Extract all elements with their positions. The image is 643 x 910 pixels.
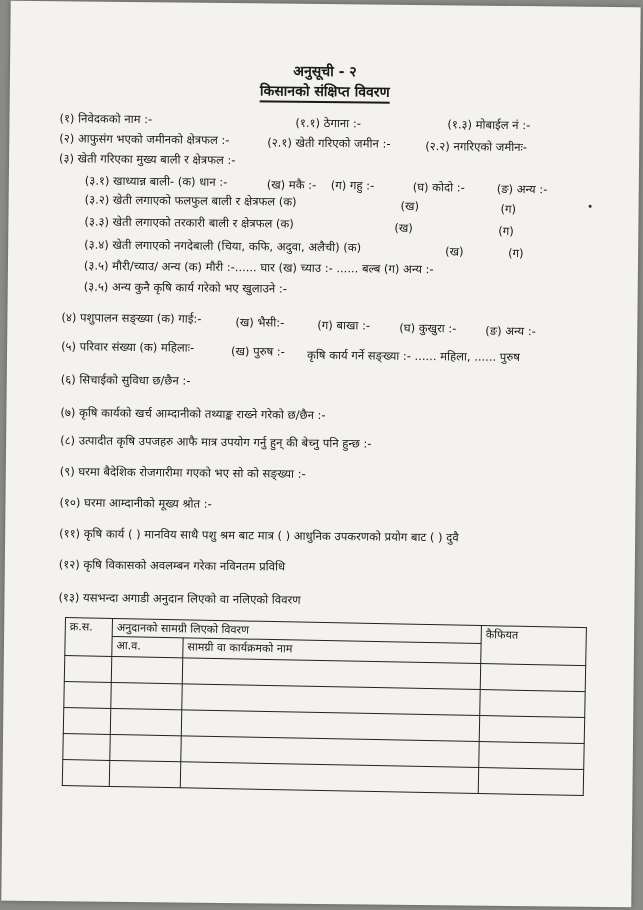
- expense-record-field: (७) कृषि कार्यको खर्च आम्दानीको तथ्याङ्क राख्ने गरेको छ/छैन :-: [60, 405, 326, 423]
- cell: [111, 682, 182, 709]
- cell: [479, 742, 584, 770]
- cash-crop-c: (ग): [508, 245, 524, 261]
- livestock-cow-field: (४) पशुपालन सङ्ख्या (क) गाई:-: [61, 310, 202, 326]
- livestock-other-field: (ङ) अन्य :-: [485, 323, 536, 339]
- form-title-text: किसानको संक्षिप्त विवरण: [260, 83, 390, 103]
- uncultivated-land-field: (२.२) नगरिएको जमीनः-: [425, 139, 528, 155]
- fruit-crop-c: (ग): [500, 201, 517, 217]
- vegetable-crop-c: (ग): [498, 223, 514, 239]
- annex-title: अनुसूची - २: [293, 63, 357, 81]
- agri-workers-field: कृषि कार्य गर्ने सङ्ख्या :- ...... महिला, ...... पुरुष: [306, 347, 520, 365]
- mobile-field: (१.३) मोबाईल नं :-: [447, 117, 531, 133]
- cell: [63, 734, 110, 761]
- cultivated-land-field: (२.१) खेती गरिएको जमीन :-: [267, 135, 391, 151]
- main-crops-heading: (३) खेती गरिएका मुख्य बाली र क्षेत्रफल :-: [59, 151, 236, 168]
- cash-crops-field: (३.४) खेती लगाएको नगदेबाली (चिया, कफि, अदुवा, अलैची) (क): [84, 237, 362, 255]
- stray-mark: [589, 205, 592, 208]
- col-remarks-header: कैफियत: [481, 626, 587, 666]
- cell: [480, 664, 585, 692]
- col-group-header: अनुदानको सामग्री लिएको विवरण: [112, 618, 481, 643]
- sub-item-header: सामग्री वा कार्यक्रमको नाम: [183, 638, 481, 664]
- cell: [479, 716, 584, 744]
- fruit-crop-b: (ख): [400, 198, 420, 214]
- sub-fy-header: आ.व.: [112, 636, 183, 657]
- irrigation-field: (६) सिचाईको सुविधा छ/छैन :-: [60, 372, 191, 388]
- farming-method-field: (११) कृषि कार्य ( ) मानविय साथै पशु श्रम बाट मात्र ( ) आधुनिक उपकरणको प्रयोग बाट ( ) दुवै: [59, 526, 459, 545]
- vegetable-crops-field: (३.३) खेती लगाएको तरकारी बाली र क्षेत्रफल (क): [84, 214, 294, 231]
- family-men-field: (ख) पुरुष :-: [230, 344, 285, 359]
- livestock-goat-field: (ग) बाखा :-: [317, 317, 371, 333]
- cereal-crops-field: (३.१) खाध्यान्न बाली- (क) धान :-: [84, 173, 228, 190]
- cell: [63, 708, 110, 735]
- total-land-field: (२) आफुसंग भएको जमीनको क्षेत्रफल :-: [59, 131, 230, 148]
- cell: [109, 760, 180, 787]
- applicant-name-field: (१) निवेदकको नाम :-: [59, 111, 153, 127]
- other-cereal-field: (ङ) अन्य :-: [496, 181, 548, 197]
- income-source-field: (१०) घरमा आम्दानीको मूख्य श्रोत :-: [59, 495, 212, 511]
- livestock-buffalo-field: (ख) भैसी:-: [235, 315, 285, 330]
- wheat-field: (ग) गहु :-: [330, 178, 375, 193]
- bee-mushroom-field: (३.५) मौरी/च्याउ/ अन्य (क) मौरी :-...... घार (ख) च्याउ :- ...... बल्ब (ग) अन्य :-: [83, 258, 434, 277]
- livestock-chicken-field: (घ) कुखुरा :-: [399, 320, 457, 336]
- family-women-field: (५) परिवार संख्या (क) महिलाः-: [61, 339, 195, 355]
- address-field: (१.१) ठेगाना :-: [295, 115, 361, 131]
- document-page: [1, 1, 640, 908]
- cell: [64, 682, 111, 709]
- cell: [480, 690, 585, 718]
- vegetable-crop-b: (ख): [394, 220, 413, 235]
- cell: [478, 768, 583, 796]
- maize-field: (ख) मकै :-: [266, 177, 317, 192]
- other-agri-work-field: (३.५) अन्य कुनै कृषि कार्य गरेको भए खुलाउने :-: [83, 279, 287, 296]
- cell: [110, 708, 181, 735]
- grant-table: [62, 617, 587, 796]
- grant-history-heading: (१३) यसभन्दा अगाडी अनुदान लिएको वा नलिएको विवरण: [58, 590, 301, 607]
- technology-field: (१२) कृषि विकासको अवलम्बन गरेका नविनतम प्रविधि: [58, 557, 286, 574]
- cell: [62, 760, 109, 787]
- cell: [110, 734, 181, 761]
- cash-crop-b: (ख): [445, 244, 464, 259]
- col-sn-header: क्र.स.: [65, 618, 113, 657]
- foreign-employment-field: (९) घरमा बैदेशिक रोजगारीमा गएको भए सो को सङ्ख्या :-: [59, 464, 306, 481]
- cell: [111, 656, 182, 683]
- cell: [180, 762, 478, 794]
- millet-field: (घ) कोदो :-: [412, 179, 465, 195]
- cell: [64, 656, 111, 683]
- fruit-crops-field: (३.२) खेती लगाएको फलफुल बाली र क्षेत्रफल (क): [84, 192, 297, 209]
- produce-use-field: (८) उत्पादीत कृषि उपजहरु आफै मात्र उपयोग गर्नु हुन् की बेच्नु पनि हुन्छ :-: [60, 433, 372, 451]
